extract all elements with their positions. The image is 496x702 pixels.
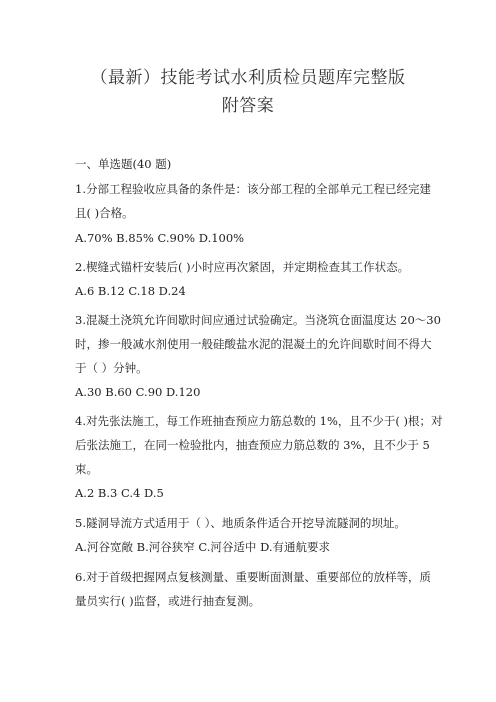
question-3-text-line-1: 3.混凝土浇筑允许间歇时间应通过试验确定。当浇筑仓面温度达 20～30: [75, 313, 441, 327]
question-2-text-line-1: 2.楔缝式锚杆安装后( )小时应再次紧固，并定期检查其工作状态。: [75, 260, 410, 274]
question-6-text-line-2: 量员实行( )监督，或进行抽查复测。: [75, 594, 261, 608]
document-title-line-2: 附答案: [221, 96, 275, 116]
question-1-text-line-2: 且( )合格。: [75, 206, 134, 220]
question-5-text-line-1: 5.隧洞导流方式适用于（ ）、地质条件适合开挖导流隧洞的坝址。: [75, 516, 406, 530]
question-3-text-line-3: 于（ ）分钟。: [75, 361, 148, 375]
question-3-text-line-2: 时，掺一般减水剂使用一般硅酸盐水泥的混凝土的允许间歇时间不得大: [75, 337, 432, 351]
question-1-options: A.70% B.85% C.90% D.100%: [75, 231, 245, 245]
question-4-text-line-3: 束。: [75, 462, 98, 476]
document-title-line-1: （最新）技能考试水利质检员题库完整版: [90, 68, 406, 88]
question-2-options: A.6 B.12 C.18 D.24: [75, 284, 186, 298]
question-6-text-line-1: 6.对于首级把握网点复核测量、重要断面测量、重要部位的放样等，质: [75, 570, 431, 584]
question-4-text-line-2: 后张法施工，在同一检验批内，抽查预应力筋总数的 3%，且不少于 5: [75, 438, 430, 452]
question-4-options: A.2 B.3 C.4 D.5: [75, 486, 164, 500]
question-1-text-line-1: 1.分部工程验收应具备的条件是：该分部工程的全部单元工程已经完建: [75, 182, 431, 196]
section-heading: 一、单选题(40 题): [75, 157, 172, 171]
question-3-options: A.30 B.60 C.90 D.120: [75, 385, 201, 399]
question-5-options: A.河谷宽敞 B.河谷狭窄 C.河谷适中 D.有通航要求: [75, 540, 331, 554]
question-4-text-line-1: 4.对先张法施工，每工作班抽查预应力筋总数的 1%，且不少于( )根；对: [75, 414, 443, 428]
